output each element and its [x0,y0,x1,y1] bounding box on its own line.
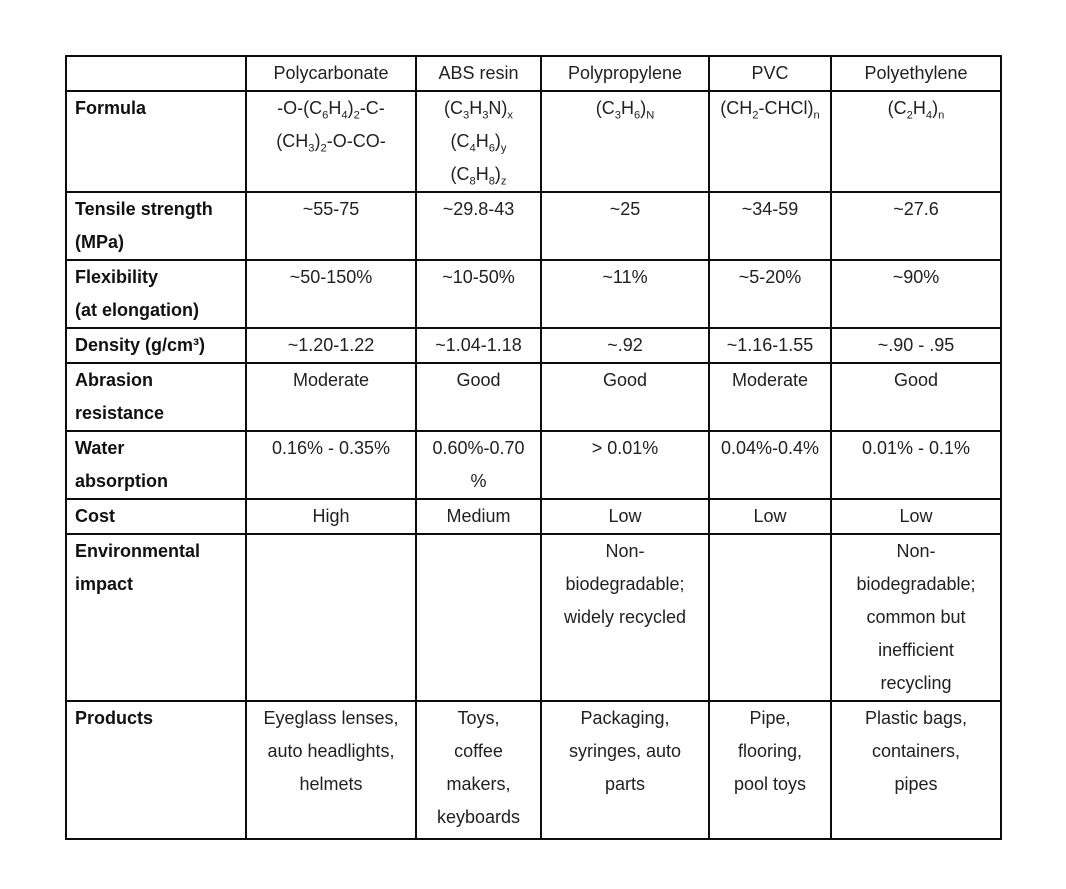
table-cell: ~55-75 [246,192,416,260]
column-header-polyethylene: Polyethylene [831,56,1001,91]
row-label-flexibility: Flexibility (at elongation) [66,260,246,328]
table-cell: ~29.8-43 [416,192,541,260]
table-cell: Good [416,363,541,431]
table-cell: Moderate [246,363,416,431]
table-cell: ~5-20% [709,260,831,328]
table-cell: > 0.01% [541,431,709,499]
table-cell: ~25 [541,192,709,260]
column-header-polypropylene: Polypropylene [541,56,709,91]
table-cell: ~27.6 [831,192,1001,260]
table-cell: 0.60%-0.70 % [416,431,541,499]
table-cell: ~1.04-1.18 [416,328,541,363]
table-row-density [66,328,1001,363]
column-header-polycarbonate: Polycarbonate [246,56,416,91]
column-header-pvc: PVC [709,56,831,91]
table-cell: 0.16% - 0.35% [246,431,416,499]
table-cell: ~90% [831,260,1001,328]
table-cell: Low [541,499,709,534]
row-label-formula: Formula [66,91,246,192]
table-cell: Toys, coffee makers, keyboards [416,701,541,839]
table-cell: ~.90 - .95 [831,328,1001,363]
row-label-water-absorption: Water absorption [66,431,246,499]
table-row-environmental-impact [66,534,1001,701]
table-cell: $-O-(C_6H_4)_2-C-$ $(CH_3)_2-O-CO-$ [246,91,416,192]
table-cell: ~1.16-1.55 [709,328,831,363]
table-cell: 0.01% - 0.1% [831,431,1001,499]
table-cell: Medium [416,499,541,534]
plastics-comparison-table-wrap [65,55,1002,840]
table-cell: $(C_2H_4)_n$ [831,91,1001,192]
table-cell [709,534,831,701]
table-row-products [66,701,1001,839]
table-cell: $(C_3H_3N)_x$ $(C_4H_6)_y$ $(C_8H_8)_z$ [416,91,541,192]
table-cell: High [246,499,416,534]
table-cell: ~10-50% [416,260,541,328]
table-cell: Low [831,499,1001,534]
table-cell [416,534,541,701]
table-cell: ~1.20-1.22 [246,328,416,363]
table-row-abrasion-resistance [66,363,1001,431]
row-label-environmental-impact: Environmental impact [66,534,246,701]
table-cell: ~.92 [541,328,709,363]
row-label-abrasion-resistance: Abrasion resistance [66,363,246,431]
table-cell: Non- biodegradable; common but inefficient recycling [831,534,1001,701]
row-label-cost: Cost [66,499,246,534]
table-row-water-absorption [66,431,1001,499]
table-cell: Low [709,499,831,534]
table-cell: $(C_3H_6)_N$ [541,91,709,192]
table-cell: Non- biodegradable; widely recycled [541,534,709,701]
table-cell: Good [831,363,1001,431]
corner-cell [66,56,246,91]
table-cell: $(CH_2-CHCl)_n$ [709,91,831,192]
table-cell: 0.04%-0.4% [709,431,831,499]
table-cell: Packaging, syringes, auto parts [541,701,709,839]
header-row [66,56,1001,91]
column-header-abs-resin: ABS resin [416,56,541,91]
table-row-tensile-strength [66,192,1001,260]
table-cell: Good [541,363,709,431]
table-cell: Plastic bags, containers, pipes [831,701,1001,839]
table-row-formula [66,91,1001,192]
table-cell: ~34-59 [709,192,831,260]
table-cell: Moderate [709,363,831,431]
table-cell: Eyeglass lenses, auto headlights, helmets [246,701,416,839]
table-row-flexibility [66,260,1001,328]
row-label-tensile-strength: Tensile strength (MPa) [66,192,246,260]
table-cell: ~50-150% [246,260,416,328]
table-cell: Pipe, flooring, pool toys [709,701,831,839]
table-cell [246,534,416,701]
table-row-cost [66,499,1001,534]
plastics-comparison-table [65,55,1002,840]
table-cell: ~11% [541,260,709,328]
row-label-density: Density (g/cm³) [66,328,246,363]
row-label-products: Products [66,701,246,839]
